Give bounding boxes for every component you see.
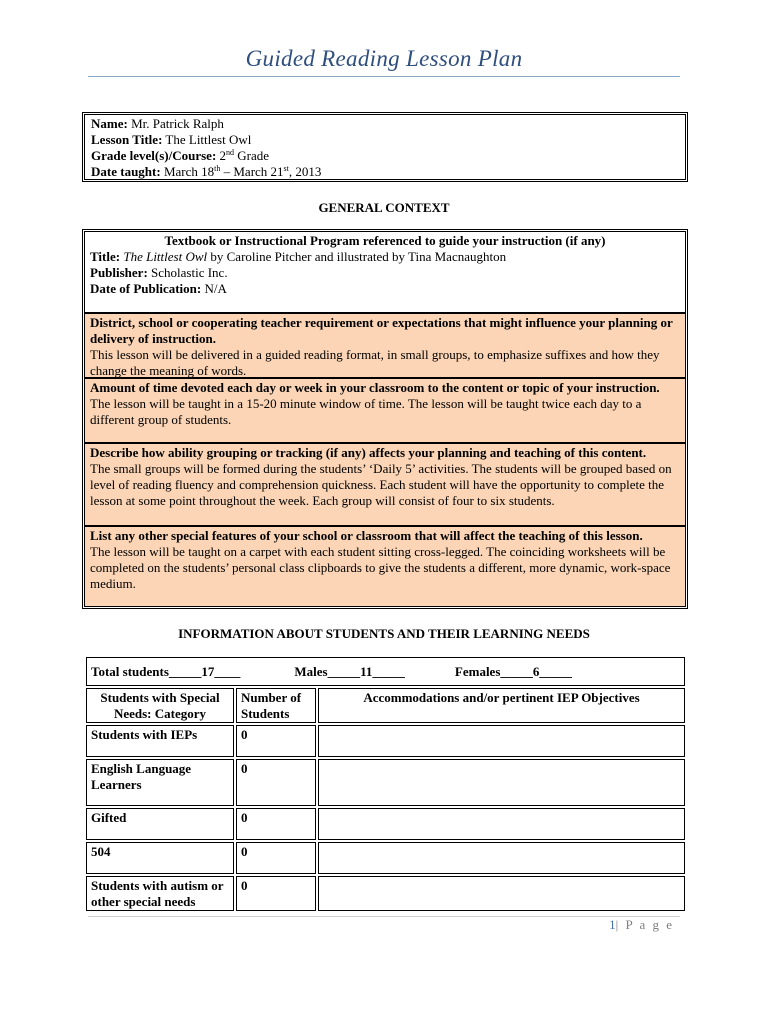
page-number: 1 xyxy=(609,917,616,932)
requirements-body: This lesson will be delivered in a guided reading format, in small groups, to emphasize suffixes and how they change the meaning of words. xyxy=(90,347,660,378)
textbook-section xyxy=(85,232,685,312)
category-cell: Students with IEPs xyxy=(86,725,234,757)
number-cell: 0 xyxy=(236,876,316,911)
number-cell: 0 xyxy=(236,759,316,806)
special-features-body: The lesson will be taught on a carpet with each student sitting cross-legged. The coinciding worksheets will be completed on the students’ personal class clipboards to give the students a different, more dynamic, work-space medium. xyxy=(90,544,671,591)
students-table xyxy=(84,655,687,913)
requirements-heading: District, school or cooperating teacher requirement or expectations that might influence your planning or delivery of instruction. xyxy=(90,315,673,346)
document-title: Guided Reading Lesson Plan xyxy=(245,46,523,71)
accommodations-cell xyxy=(318,808,685,840)
lesson-title-line: Lesson Title: The Littlest Owl xyxy=(91,132,252,147)
textbook-heading: Textbook or Instructional Program referenced to guide your instruction (if any) xyxy=(164,233,606,248)
table-row xyxy=(86,876,685,911)
table-row xyxy=(86,725,685,757)
category-cell: Gifted xyxy=(86,808,234,840)
page-footer xyxy=(609,917,674,933)
textbook-title-line: Title: The Littlest Owl by Caroline Pitcher and illustrated by Tina Macnaughton xyxy=(90,249,507,264)
accommodations-cell xyxy=(318,725,685,757)
number-cell: 0 xyxy=(236,808,316,840)
category-cell: 504 xyxy=(86,842,234,874)
table-row xyxy=(86,842,685,874)
page-label: | P a g e xyxy=(615,917,674,932)
total-students: Total students_____17____ xyxy=(91,664,241,679)
grouping-body: The small groups will be formed during the students’ ‘Daily 5’ activities. The students will be grouped based on level of reading fluency and comprehension quickness. Each student will have the opportunity to complete the lesson at some point throughout the week. Each group will consist of four to six students. xyxy=(90,461,672,508)
publication-date-line: Date of Publication: N/A xyxy=(90,281,227,296)
males-count: Males_____11_____ xyxy=(294,664,405,679)
requirements-section xyxy=(85,314,685,377)
time-body: The lesson will be taught in a 15-20 minute window of time. The lesson will be taught twice each day to a different group of students. xyxy=(90,396,642,427)
footer-rule xyxy=(88,916,680,917)
header-accommodations: Accommodations and/or pertinent IEP Objectives xyxy=(318,688,685,723)
table-row xyxy=(86,759,685,806)
accommodations-cell xyxy=(318,759,685,806)
special-features-section xyxy=(85,527,685,606)
grouping-section xyxy=(85,444,685,525)
accommodations-cell xyxy=(318,876,685,911)
accommodations-cell xyxy=(318,842,685,874)
grade-line: Grade level(s)/Course: 2nd Grade xyxy=(91,148,270,163)
special-features-heading: List any other special features of your school or classroom that will affect the teaching of this lesson. xyxy=(90,528,643,543)
totals-row xyxy=(86,657,685,686)
general-context-box xyxy=(84,231,686,607)
publisher-line: Publisher: Scholastic Inc. xyxy=(90,265,228,280)
name-line: Name: Mr. Patrick Ralph xyxy=(91,116,224,131)
females-count: Females_____6_____ xyxy=(454,664,572,679)
grouping-heading: Describe how ability grouping or tracking (if any) affects your planning and teaching of this content. xyxy=(90,445,647,460)
lesson-info-box xyxy=(84,114,686,180)
table-row xyxy=(86,808,685,840)
header-category: Students with Special Needs: Category xyxy=(86,688,234,723)
category-cell: Students with autism or other special needs xyxy=(86,876,234,911)
general-context-heading: GENERAL CONTEXT xyxy=(318,200,450,215)
time-heading: Amount of time devoted each day or week in your classroom to the content or topic of your instruction. xyxy=(90,380,660,395)
category-cell: English Language Learners xyxy=(86,759,234,806)
time-section xyxy=(85,379,685,442)
number-cell: 0 xyxy=(236,725,316,757)
date-taught-line: Date taught: March 18th – March 21st, 2013 xyxy=(91,164,322,179)
header-number: Number of Students xyxy=(236,688,316,723)
table-header-row xyxy=(86,688,685,723)
number-cell: 0 xyxy=(236,842,316,874)
title-rule xyxy=(88,76,680,77)
students-heading: INFORMATION ABOUT STUDENTS AND THEIR LEARNING NEEDS xyxy=(178,626,590,641)
